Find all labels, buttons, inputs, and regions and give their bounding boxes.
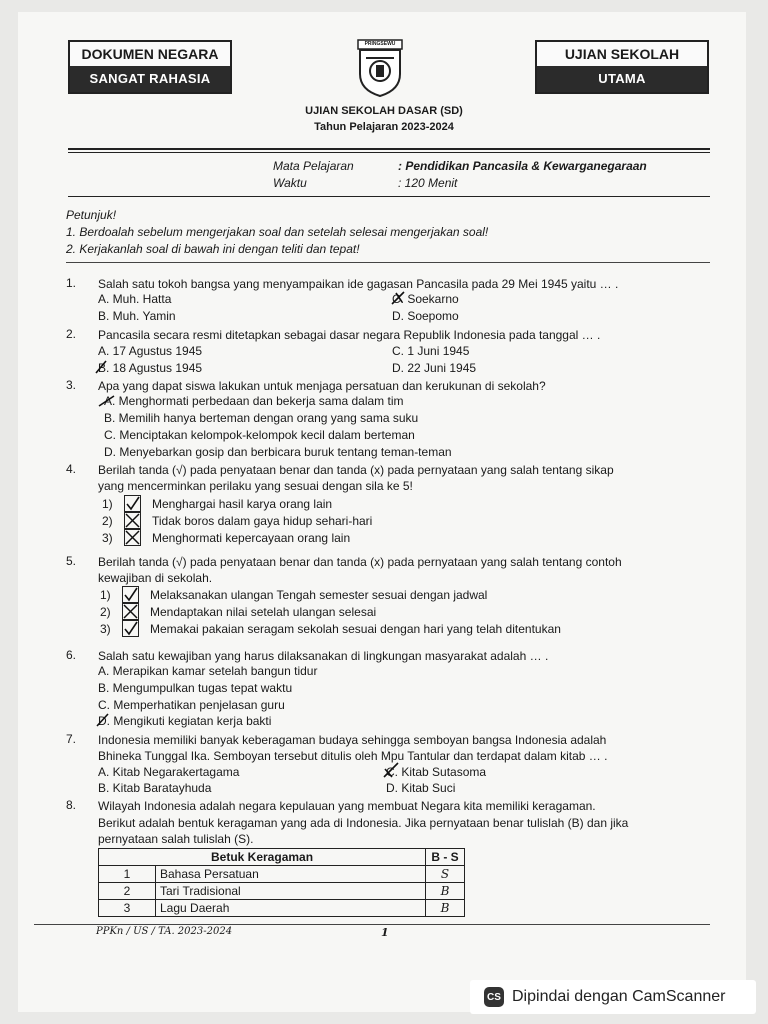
footer-rule (34, 924, 710, 925)
q3-number: 3. (66, 378, 77, 392)
q4-item-2-text: Tidak boros dalam gaya hidup sehari-hari (152, 514, 373, 528)
q5-item-3-checkbox[interactable] (122, 620, 139, 637)
q3-option-a: A. Menghormati perbedaan dan bekerja sama dalam tim (104, 394, 404, 408)
q4-item-3-number: 3) (102, 531, 113, 545)
q6-option-c: C. Memperhatikan penjelasan guru (98, 698, 285, 712)
check-icon (123, 621, 138, 636)
row-2-item: Tari Tradisional (156, 883, 426, 900)
q4-item-1-checkbox[interactable] (124, 495, 141, 512)
q6-answer-mark-icon (95, 712, 111, 728)
q2-answer-mark-icon (94, 359, 110, 375)
q3-option-c: C. Menciptakan kelompok-kelompok kecil dalam berteman (104, 428, 415, 442)
subject-label: Mata Pelajaran (273, 159, 354, 173)
row-3-item: Lagu Daerah (156, 900, 426, 917)
q3-answer-mark-icon (98, 392, 116, 408)
instructions-rule (66, 262, 710, 263)
time-value: : 120 Menit (398, 176, 458, 190)
cross-icon (125, 530, 140, 545)
q4-item-1-number: 1) (102, 497, 113, 511)
q6-option-b: B. Mengumpulkan tugas tepat waktu (98, 681, 293, 695)
q4-number: 4. (66, 462, 77, 476)
q3-option-b: B. Memilih hanya berteman dengan orang yang sama suku (104, 411, 419, 425)
q2-option-b: B. 18 Agustus 1945 (98, 361, 203, 375)
q5-item-3-number: 3) (100, 622, 111, 636)
q8-line-3: pernyataan salah tulislah (S). (98, 832, 254, 846)
q8-number: 8. (66, 798, 77, 812)
dokumen-negara-label: DOKUMEN NEGARA (70, 42, 230, 66)
q5-line-1: Berilah tanda (√) pada penyataan benar dan tanda (x) pada pernyataan yang salah tentang contoh (98, 555, 622, 569)
q4-line-1: Berilah tanda (√) pada penyataan benar dan tanda (x) pada pernyataan yang salah tentang sikap (98, 463, 614, 477)
q1-option-b: B. Muh. Yamin (98, 309, 176, 323)
table-row (99, 900, 465, 917)
header-bs: B - S (426, 849, 465, 866)
q6-number: 6. (66, 648, 77, 662)
row-2-answer[interactable]: B (426, 883, 465, 900)
q1-option-d: D. Soepomo (392, 309, 459, 323)
q2-option-d: D. 22 Juni 1945 (392, 361, 477, 375)
exam-year: Tahun Pelajaran 2023-2024 (314, 121, 454, 133)
table-row (99, 883, 465, 900)
q6-option-d: D. Mengikuti kegiatan kerja bakti (98, 714, 272, 728)
time-label: Waktu (273, 176, 307, 190)
q1-option-c: C. Soekarno (392, 292, 459, 306)
table-row (99, 866, 465, 883)
q4-item-2-number: 2) (102, 514, 113, 528)
instruction-2: 2. Kerjakanlah soal di bawah ini dengan teliti dan tepat! (66, 242, 360, 256)
instructions-title: Petunjuk! (66, 208, 117, 222)
q3-option-d: D. Menyebarkan gosip dan berbicara buruk tentang teman-teman (104, 445, 452, 459)
q1-text: Salah satu tokoh bangsa yang menyampaikan ide gagasan Pancasila pada 29 Mei 1945 yaitu … . (98, 277, 619, 291)
row-2-no: 2 (99, 883, 156, 900)
header-left-box (68, 40, 232, 94)
row-1-item: Bahasa Persatuan (156, 866, 426, 883)
q4-item-3-checkbox[interactable] (124, 529, 141, 546)
q5-item-2-text: Mendaptakan nilai setelah ulangan selesai (150, 605, 377, 619)
q6-text: Salah satu kewajiban yang harus dilaksanakan di lingkungan masyarakat adalah … . (98, 649, 549, 663)
q7-option-c: C. Kitab Sutasoma (386, 765, 487, 779)
header-right-box (535, 40, 709, 94)
q2-number: 2. (66, 327, 77, 341)
q3-text: Apa yang dapat siswa lakukan untuk menjaga persatuan dan kerukunan di sekolah? (98, 379, 546, 393)
camscanner-logo-icon: CS (484, 987, 504, 1007)
page-number: 1 (381, 926, 389, 939)
q2-option-c: C. 1 Juni 1945 (392, 344, 470, 358)
ujian-sekolah-label: UJIAN SEKOLAH (537, 42, 707, 66)
footer-left: PPKn / US / TA. 2023-2024 (96, 926, 233, 937)
q5-item-1-text: Melaksanakan ulangan Tengah semester sesuai dengan jadwal (150, 588, 488, 602)
q1-option-a: A. Muh. Hatta (98, 292, 172, 306)
q7-option-b: B. Kitab Baratayhuda (98, 781, 212, 795)
check-icon (125, 496, 140, 511)
q7-line-1: Indonesia memiliki banyak keberagaman budaya sehingga semboyan bangsa Indonesia adalah (98, 733, 607, 747)
q5-line-2: kewajiban di sekolah. (98, 571, 213, 585)
q7-option-d: D. Kitab Suci (386, 781, 456, 795)
q1-answer-mark-icon (390, 290, 406, 306)
q8-line-1: Wilayah Indonesia adalah negara kepulauan yang membuat Negara kita memiliki keragaman. (98, 799, 596, 813)
q5-item-2-checkbox[interactable] (122, 603, 139, 620)
q5-item-2-number: 2) (100, 605, 111, 619)
camscanner-banner (470, 980, 756, 1014)
regency-logo (354, 38, 406, 98)
cross-icon (123, 604, 138, 619)
q5-number: 5. (66, 554, 77, 568)
q1-number: 1. (66, 276, 77, 290)
top-rule (68, 148, 710, 153)
meta-rule (68, 196, 710, 197)
logo-caption: PRINGSEWU (364, 41, 396, 47)
exam-title: UJIAN SEKOLAH DASAR (SD) (305, 105, 463, 117)
diversity-table (98, 848, 465, 917)
q5-item-1-number: 1) (100, 588, 111, 602)
camscanner-text: Dipindai dengan CamScanner (512, 988, 726, 1005)
utama-label: UTAMA (537, 66, 707, 92)
q7-line-2: Bhineka Tunggal Ika. Semboyan tersebut ditulis oleh Mpu Tantular dan terdapat dalam kitab … . (98, 749, 608, 763)
q5-item-3-text: Memakai pakaian seragam sekolah sesuai dengan hari yang telah ditentukan (150, 622, 561, 636)
q4-item-1-text: Menghargai hasil karya orang lain (152, 497, 333, 511)
q2-option-a: A. 17 Agustus 1945 (98, 344, 203, 358)
q7-option-a: A. Kitab Negarakertagama (98, 765, 240, 779)
cross-icon (125, 513, 140, 528)
q6-option-a: A. Merapikan kamar setelah bangun tidur (98, 664, 318, 678)
instruction-1: 1. Berdoalah sebelum mengerjakan soal dan setelah selesai mengerjakan soal! (66, 225, 489, 239)
sangat-rahasia-label: SANGAT RAHASIA (70, 66, 230, 92)
q7-number: 7. (66, 732, 77, 746)
q8-line-2: Berikut adalah bentuk keragaman yang ada di Indonesia. Jika pernyataan benar tulislah (B) dan jika (98, 816, 629, 830)
q4-item-2-checkbox[interactable] (124, 512, 141, 529)
q5-item-1-checkbox[interactable] (122, 586, 139, 603)
header-form: Betuk Keragaman (99, 849, 426, 866)
row-1-no: 1 (99, 866, 156, 883)
row-3-no: 3 (99, 900, 156, 917)
q4-line-2: yang mencerminkan perilaku yang sesuai dengan sila ke 5! (98, 479, 413, 493)
q4-item-3-text: Menghormati kepercayaan orang lain (152, 531, 351, 545)
row-1-answer[interactable]: S (426, 866, 465, 883)
table-header-row (99, 849, 465, 866)
q7-answer-mark-icon (382, 761, 400, 779)
row-3-answer[interactable]: B (426, 900, 465, 917)
check-icon (123, 587, 138, 602)
q2-text: Pancasila secara resmi ditetapkan sebagai dasar negara Republik Indonesia pada tanggal … . (98, 328, 601, 342)
subject-value: : Pendidikan Pancasila & Kewarganegaraan (398, 159, 647, 173)
